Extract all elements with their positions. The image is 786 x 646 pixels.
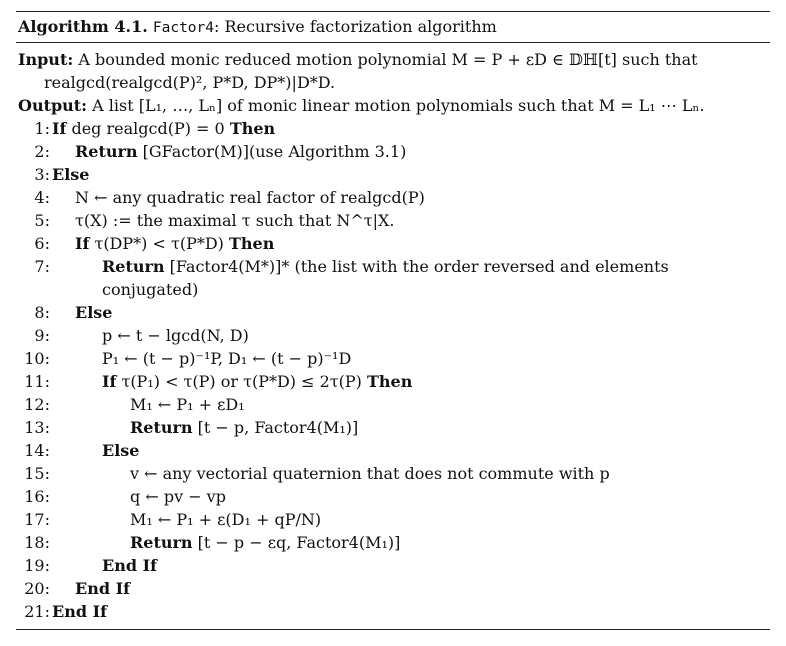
step-number: 21: [24,602,50,621]
input-line [16,48,770,71]
algorithm-step [16,163,770,186]
algorithm-step [16,600,770,623]
step-keyword: Return [75,142,138,161]
step-content [130,531,400,554]
step-text: τ(X) := the maximal τ such that N^τ|X. [75,211,395,230]
step-content [102,278,198,301]
step-number: 11: [24,372,50,391]
step-keyword-then: Then [228,234,275,253]
step-keyword: If [52,119,67,138]
algorithm-step [16,485,770,508]
step-keyword: Else [52,165,90,184]
algorithm-step [16,416,770,439]
step-content [130,508,321,531]
algorithm-step [16,117,770,140]
step-number: 12: [24,395,50,414]
step-text: deg realgcd(P) = 0 [66,119,230,138]
algorithm-step [16,186,770,209]
bottom-rule [16,629,770,630]
step-keyword: If [75,234,90,253]
step-text: τ(P₁) < τ(P) or τ(P*D) ≤ 2τ(P) [116,372,367,391]
step-number: 19: [24,556,50,575]
step-content [102,347,351,370]
step-content [75,186,425,209]
step-content [75,577,130,600]
algorithm-step [16,370,770,393]
step-text: q ← pv − vp [130,487,226,506]
step-content [52,117,275,140]
step-keyword: End If [102,556,157,575]
algorithm-step [16,439,770,462]
step-number: 13: [24,418,50,437]
step-number: 7: [34,257,50,276]
step-content [130,393,245,416]
step-text: N ← any quadratic real factor of realgcd(P) [75,188,425,207]
step-content [130,485,226,508]
step-number: 4: [34,188,50,207]
step-content [75,301,112,324]
step-content [75,232,274,255]
step-content [75,209,394,232]
output-line [16,94,770,117]
output-label: Output: [18,96,88,115]
step-keyword: End If [75,579,130,598]
step-number: 17: [24,510,50,529]
step-number: 8: [34,303,50,322]
step-number: 6: [34,234,50,253]
step-text: M₁ ← P₁ + ε(D₁ + qP/N) [130,510,322,529]
input-label: Input: [18,50,74,69]
step-number: 10: [24,349,50,368]
algorithm-step [16,462,770,485]
step-content [52,600,107,623]
output-text: A list [L₁, …, Lₙ] of monic linear motion polynomials such that M = L₁ ⋯ Lₙ. [87,96,705,115]
algorithm-label: Algorithm 4.1. [18,17,148,36]
algorithm-step [16,347,770,370]
input-text: A bounded monic reduced motion polynomial M = P + εD ∈ 𝔻ℍ[t] such that [73,50,698,69]
step-number: 1: [34,119,50,138]
step-text: M₁ ← P₁ + εD₁ [130,395,245,414]
algorithm-step [16,554,770,577]
step-keyword: Return [102,257,165,276]
input-line-continued [16,71,770,94]
step-text: [Factor4(M*)]* (the list with the order reversed and elements [164,257,669,276]
step-keyword-then: Then [229,119,276,138]
step-content [130,416,358,439]
algorithm-body [16,43,770,623]
algorithm-step [16,209,770,232]
algorithm-description: : Recursive factorization algorithm [214,17,497,36]
algorithm-step [16,324,770,347]
step-number: 2: [34,142,50,161]
step-text: [GFactor(M)](use Algorithm 3.1) [137,142,407,161]
algorithm-step [16,393,770,416]
algorithm-step [16,577,770,600]
step-keyword: Return [130,418,193,437]
step-keyword: End If [52,602,107,621]
step-keyword: Return [130,533,193,552]
step-number: 15: [24,464,50,483]
step-keyword: Else [75,303,113,322]
algorithm-step [16,531,770,554]
step-content [52,163,89,186]
step-content [75,140,406,163]
algorithm-caption [16,12,770,42]
step-content [102,370,412,393]
step-content [102,554,157,577]
algorithm-steps [16,117,770,623]
step-keyword-then: Then [366,372,413,391]
algorithm-block [16,11,770,630]
step-keyword: Else [102,441,140,460]
step-number: 3: [34,165,50,184]
step-content [102,324,249,347]
algorithm-name: Factor4 [152,20,214,36]
step-number: 9: [34,326,50,345]
step-text: conjugated) [102,280,199,299]
algorithm-step [16,232,770,255]
algorithm-step [16,508,770,531]
step-text: v ← any vectorial quaternion that does not commute with p [130,464,610,483]
step-keyword: If [102,372,117,391]
step-text: τ(DP*) < τ(P*D) [89,234,229,253]
step-content [130,462,610,485]
algorithm-step [16,255,770,278]
step-number: 16: [24,487,50,506]
step-content [102,439,139,462]
step-text: P₁ ← (t − p)⁻¹P, D₁ ← (t − p)⁻¹D [102,349,352,368]
step-number: 14: [24,441,50,460]
step-number: 18: [24,533,50,552]
algorithm-step [16,278,770,301]
input-text-continued: realgcd(realgcd(P)², P*D, DP*)|D*D. [44,73,336,92]
step-text: [t − p, Factor4(M₁)] [192,418,359,437]
step-text: [t − p − εq, Factor4(M₁)] [192,533,401,552]
step-content [102,255,669,278]
algorithm-step [16,140,770,163]
step-number: 20: [24,579,50,598]
step-number: 5: [34,211,50,230]
algorithm-step [16,301,770,324]
step-text: p ← t − lgcd(N, D) [102,326,249,345]
